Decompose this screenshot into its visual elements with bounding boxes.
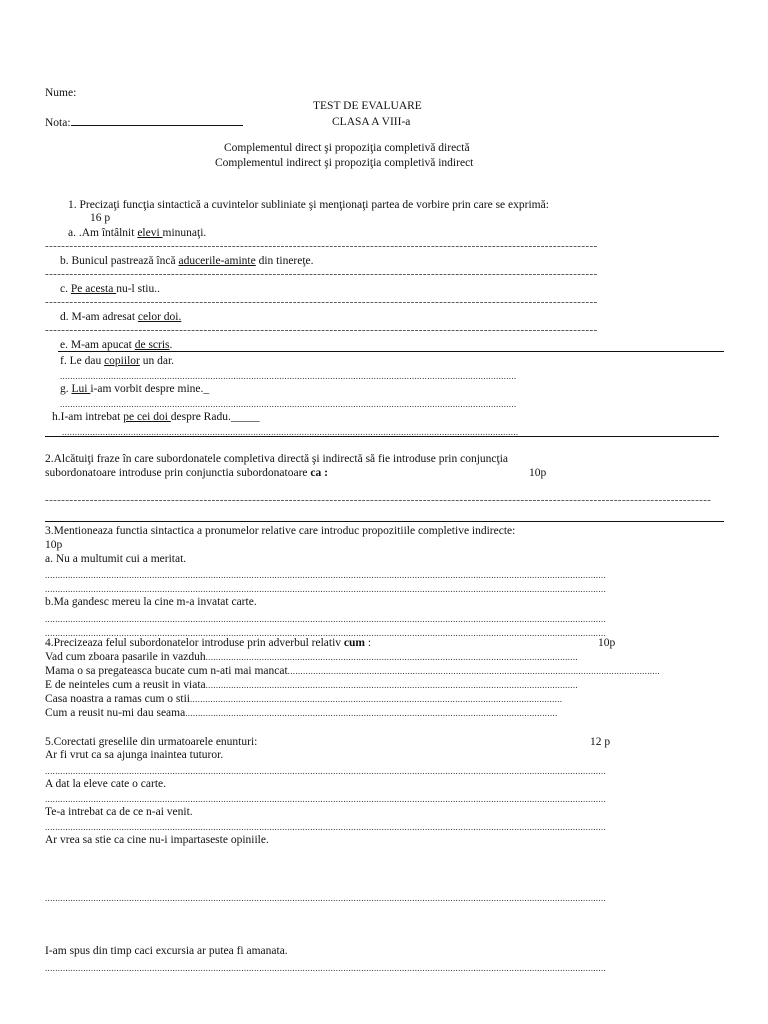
subtitle-indirect: Complementul indirect şi propoziţia completivă indirect [215,157,474,169]
subtitle-direct: Complementul direct şi propoziţia completivă directă [224,142,470,154]
answer-line[interactable]: ............................................................................................................................................................................................................................ [45,570,606,580]
answer-line[interactable]: ---------------------------------------------------------------------------------------------------------------------------------------- [45,240,598,252]
q4-item[interactable]: Casa noastra a ramas cum o stii.................................................................................................................................................. [45,693,563,705]
test-title: TEST DE EVALUARE [313,100,422,112]
q4-item[interactable]: E de neinteles cum a reusit in viata.................................................................................................................................................. [45,679,578,691]
q1-prompt: 1. Precizaţi funcţia sintactică a cuvintelor subliniate şi menţionaţi partea de vorbire prin care se exprimă: [68,199,549,211]
q3-prompt: 3.Mentioneaza functia sintactica a pronumelor relative care introduc propozitiile completive indirecte: [45,525,516,537]
q3-points: 10p [45,539,63,551]
q4-prompt: 4.Precizeaza felul subordonatelor introduse prin adverbul relativ cum : [45,637,372,649]
q3-item-a: a. Nu a multumit cui a meritat. [45,553,187,565]
answer-line[interactable]: ............................................................................................................................................................................................................................ [45,963,606,973]
q2-points: 10p [529,467,547,479]
grade-blank[interactable] [71,115,243,126]
q1-item-h: h.I-am intrebat pe cei doi despre Radu._____ [52,411,260,423]
answer-line[interactable]: ---------------------------------------------------------------------------------------------------------------------------------------- [45,324,598,336]
q1-item-e: e. M-am apucat de scris. [60,339,173,351]
answer-line[interactable]: ............................................................................................................................................................................................................................ [45,822,606,832]
q5-item: I-am spus din timp caci excursia ar putea fi amanata. [45,945,288,957]
answer-line[interactable]: ................................................................................................................................................................................... [60,371,517,381]
answer-line[interactable]: -------------------------------------------------------------------------------------------------------------------------------------------------------------------- [45,494,712,506]
q5-item: Ar vrea sa stie ca cine nu-i impartaseste opiniile. [45,834,269,846]
answer-rule[interactable] [58,351,724,352]
q1-item-c: c. Pe acesta nu-l stiu.. [60,283,160,295]
q5-points: 12 p [590,736,611,748]
q1-item-d: d. M-am adresat celor doi. [60,311,182,323]
q2-prompt-line2: subordonatoare introduse prin conjunctia subordonatoare ca : [45,467,328,479]
answer-line[interactable]: ............................................................................................................................................................................................................................ [45,766,606,776]
answer-line[interactable]: ............................................................................................................................................................................................................................ [45,628,606,638]
q4-points: 10p [598,637,616,649]
answer-line[interactable]: ............................................................................................................................................................................................................................ [45,794,606,804]
grade-label: Nota: [45,117,71,129]
q1-points: 16 p [90,212,111,224]
answer-line[interactable]: ---------------------------------------------------------------------------------------------------------------------------------------- [45,268,598,280]
q4-item[interactable]: Mama o sa pregateasca bucate cum n-ati mai mancat.................................................................................................................................................. [45,665,660,677]
q2-prompt-line1: 2.Alcătuiţi fraze în care subordonatele completiva directă şi indirectă să fie introduse prin conjuncţia [45,453,509,465]
answer-rule[interactable] [45,436,719,437]
grade-field[interactable] [45,115,243,130]
q1-item-a: a. .Am întâlnit elevi minunaţi. [68,227,207,239]
q4-item[interactable]: Cum a reusit nu-mi dau seama.................................................................................................................................................. [45,707,558,719]
q5-item: Ar fi vrut ca sa ajunga inaintea tuturor. [45,749,224,761]
answer-line[interactable]: ............................................................................................................................................................................................................................ [45,614,606,624]
name-label: Nume: [45,87,77,99]
q1-item-f: f. Le dau copiilor un dar. [60,355,175,367]
q3-item-b: b.Ma gandesc mereu la cine m-a invatat carte. [45,596,257,608]
answer-line[interactable]: ................................................................................................................................................................................... [60,399,517,409]
class-label: CLASA A VIII-a [332,116,411,128]
answer-line[interactable]: ............................................................................................................................................................................................................................ [45,893,606,903]
answer-line[interactable]: ............................................................................................................................................................................................................................ [45,584,606,594]
q4-item[interactable]: Vad cum zboara pasarile in vazduh.................................................................................................................................................. [45,651,578,663]
q1-item-b: b. Bunicul pastrează încă aducerile-aminte din tinereţe. [60,255,314,267]
answer-rule[interactable] [45,521,724,522]
answer-line[interactable]: ---------------------------------------------------------------------------------------------------------------------------------------- [45,296,598,308]
q1-item-g: g. Lui i-am vorbit despre mine._ [60,383,210,395]
q5-item: A dat la eleve cate o carte. [45,778,166,790]
q5-item: Te-a intrebat ca de ce n-ai venit. [45,806,193,818]
q5-prompt: 5.Corectati greselile din urmatoarele enunturi: [45,736,258,748]
answer-line[interactable]: ................................................................................................................................................................................... [62,427,519,437]
